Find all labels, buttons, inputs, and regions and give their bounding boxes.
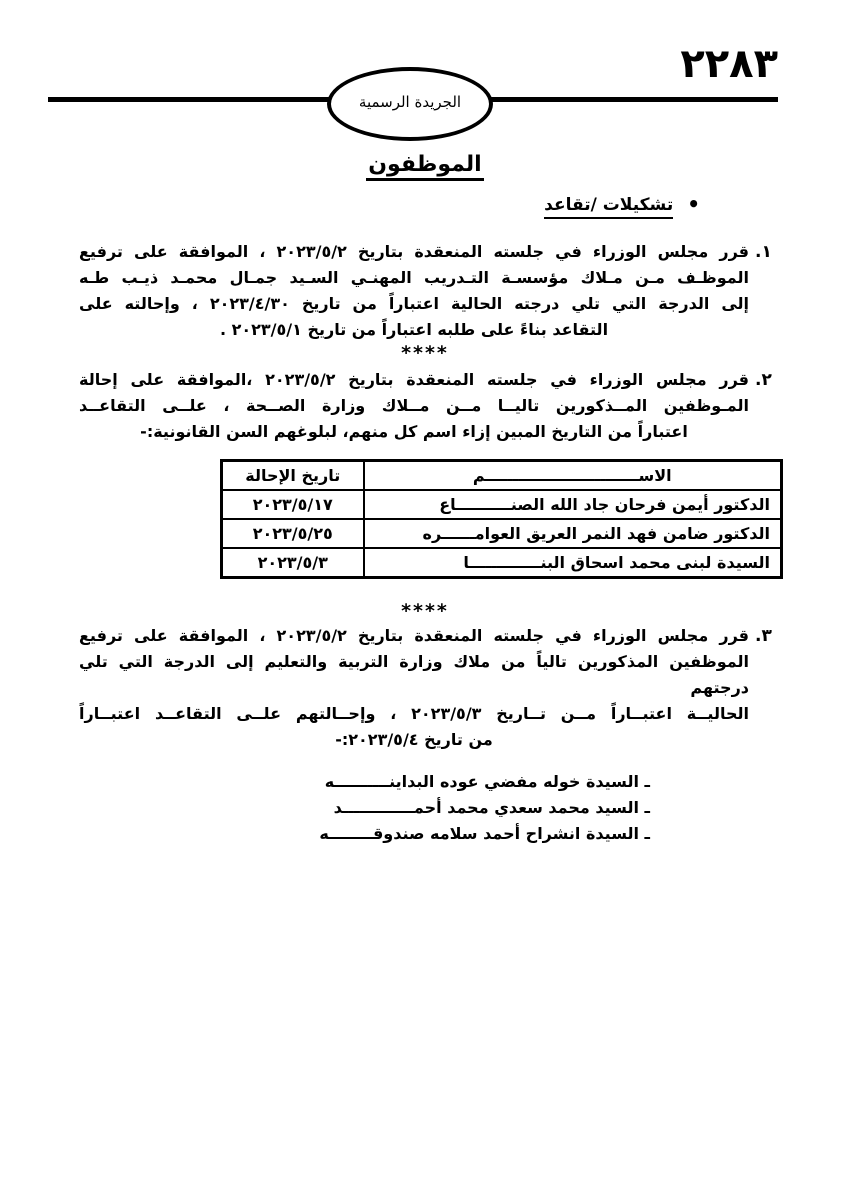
referral-date-cell: ٢٠٢٣/٥/٣	[222, 548, 364, 578]
name-column-header: الاســــــــــــــــــــــــــــم	[364, 461, 782, 491]
item-line: من تاريخ ٢٠٢٣/٥/٤:-	[335, 730, 493, 749]
decision-item-2	[65, 367, 785, 445]
item-line: التقاعد بناءً على طلبه اعتباراً من تاريخ ٢٠٢٣/٥/١ .	[219, 320, 609, 339]
item-line: قرر مجلس الوزراء في جلسته المنعقدة بتاريخ ٢٠٢٣/٥/٢ ،الموافقة على إحالة	[79, 370, 749, 389]
retirees-list	[65, 769, 650, 847]
item-line: إلى الدرجة التي تلي درجته الحالية اعتباراً من تاريخ ٢٠٢٣/٤/٣٠ ، وإحالته على	[79, 294, 750, 313]
section-heading	[65, 192, 700, 217]
section-label: تشكيلات /تقاعد	[544, 195, 673, 219]
item-line: قرر مجلس الوزراء في جلسته المنعقدة بتاريخ ٢٠٢٣/٥/٢ ، الموافقة على ترفيع	[79, 242, 749, 261]
item-number: ٣.	[755, 626, 772, 646]
retiree-name-cell: الدكتور أيمن فرحان جاد الله الصنــــــــــاع	[364, 490, 782, 519]
table-header-row	[222, 461, 782, 491]
gazette-label: الجريدة الرسمية	[358, 93, 462, 111]
item-text	[65, 367, 749, 445]
date-column-header: تاريخ الإحالة	[222, 461, 364, 491]
referral-date-cell: ٢٠٢٣/٥/١٧	[222, 490, 364, 519]
item-line: الموظفين المذكورين تالياً من ملاك وزارة التربية والتعليم إلى الدرجة التي تلي درجتهم	[79, 652, 749, 697]
gazette-seal	[327, 67, 493, 141]
list-item: ـ السيدة انشراح أحمد سلامه صندوقــــــــه	[319, 824, 650, 843]
stars-separator: ****	[401, 342, 449, 364]
item-text	[65, 239, 749, 343]
retiree-name-cell: الدكتور ضامن فهد النمر العريق العوامــــــره	[364, 519, 782, 548]
stars-separator: ****	[401, 600, 449, 622]
list-item: ـ السيدة خوله مفضي عوده البداينــــــــــه	[324, 772, 650, 791]
retiree-name-cell: السيدة لبنى محمد اسحاق البنـــــــــــــا	[364, 548, 782, 578]
decision-item-1	[65, 239, 785, 343]
table-row	[222, 548, 782, 578]
table-row	[222, 490, 782, 519]
page-number: ٢٢٨٣	[680, 41, 778, 87]
item-line: المـوظفين المــذكورين تاليــا مــن مــلاك وزارة الصــحة ، علــى التقاعــد	[79, 396, 749, 415]
item-line: الموظـف مـن مـلاك مؤسسـة التـدريب المهنـي السـيد جمـال محمـد ذيـب طـه	[79, 268, 749, 287]
table-row	[222, 519, 782, 548]
item-line: قرر مجلس الوزراء في جلسته المنعقدة بتاريخ ٢٠٢٣/٥/٢ ، الموافقة على ترفيع	[79, 626, 749, 645]
item-number: ٢.	[755, 370, 772, 390]
item-text	[65, 623, 749, 753]
item-number: ١.	[755, 242, 772, 262]
page-title: الموظفون	[65, 150, 785, 180]
item-line: الحاليــة اعتبــاراً مــن تــاريخ ٢٠٢٣/٥/٣ ، وإحــالتهم علــى التقاعــد اعتبــاراً	[79, 704, 750, 723]
retirement-table	[220, 459, 783, 579]
document-body	[65, 150, 785, 847]
decision-item-3	[65, 623, 785, 753]
list-item: ـ السيد محمد سعدي محمد أحمـــــــــــــد	[333, 798, 650, 817]
bullet-icon: •	[687, 192, 700, 216]
item-line: اعتباراً من التاريخ المبين إزاء اسم كل منهم، لبلوغهم السن القانونية:-	[140, 422, 688, 441]
referral-date-cell: ٢٠٢٣/٥/٢٥	[222, 519, 364, 548]
